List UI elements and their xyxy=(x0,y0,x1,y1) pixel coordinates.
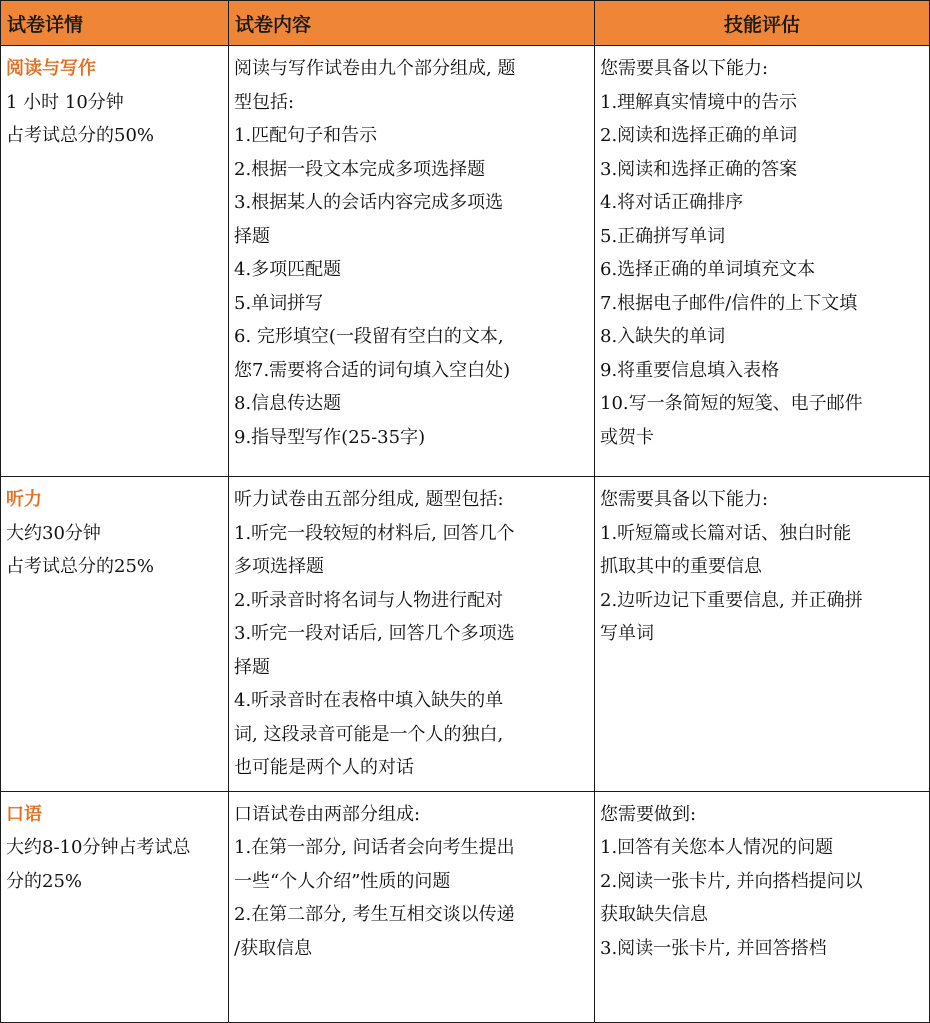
content-cell xyxy=(229,791,595,1022)
text-line: 也可能是两个人的对话 xyxy=(234,757,414,778)
text-line: 您7.需要将合适的词句填入空白处) xyxy=(234,359,511,381)
table-row-speaking xyxy=(1,791,930,1022)
header-exam-content: 试卷内容 xyxy=(229,1,595,46)
text-line: 1 小时 10分钟 xyxy=(6,91,124,113)
text-line: 1.在第一部分, 问话者会向考生提出 xyxy=(234,837,515,858)
text-line: 2.根据一段文本完成多项选择题 xyxy=(234,158,486,180)
text-line: 占考试总分的25% xyxy=(6,556,155,577)
content-cell xyxy=(229,46,595,477)
details-cell xyxy=(1,477,229,792)
table-row-listening xyxy=(1,477,930,792)
text-line: 5.单词拼写 xyxy=(234,292,324,314)
text-line: 2.阅读和选择正确的单词 xyxy=(600,125,798,146)
text-line: 5.正确拼写单词 xyxy=(600,225,726,247)
skills-cell xyxy=(595,791,930,1022)
text-line: 8.入缺失的单词 xyxy=(600,326,726,347)
text-line: 您需要具备以下能力: xyxy=(600,58,769,79)
text-line: 7.根据电子邮件/信件的上下文填 xyxy=(600,292,858,314)
section-title: 听力 xyxy=(6,489,42,510)
text-line: 10.写一条简短的短笺、电子邮件 xyxy=(600,393,863,414)
text-line: 您需要做到: xyxy=(600,803,697,825)
text-line: 听力试卷由五部分组成, 题型包括: xyxy=(234,489,504,510)
section-title: 阅读与写作 xyxy=(6,58,96,79)
text-line: 写单词 xyxy=(600,623,654,644)
text-line: 口语试卷由两部分组成: xyxy=(234,803,421,825)
text-line: 您需要具备以下能力: xyxy=(600,489,769,510)
text-line: 词, 这段录音可能是一个人的独白, xyxy=(234,723,504,745)
text-line: 2.边听边记下重要信息, 并正确拼 xyxy=(600,589,863,611)
text-line: 或贺卡 xyxy=(600,426,654,448)
header-exam-details: 试卷详情 xyxy=(1,1,229,46)
text-line: 4.将对话正确排序 xyxy=(600,192,744,213)
table-row-reading-writing xyxy=(1,46,930,477)
text-line: 分的25% xyxy=(6,870,83,892)
text-line: 大约30分钟 xyxy=(6,522,101,544)
text-line: 阅读与写作试卷由九个部分组成, 题 xyxy=(234,58,516,79)
skills-cell xyxy=(595,477,930,792)
header-skills-assessment: 技能评估 xyxy=(595,1,930,46)
text-line: 1.匹配句子和告示 xyxy=(234,125,378,146)
text-line: 3.阅读一张卡片, 并回答搭档 xyxy=(600,937,827,959)
text-line: 6.选择正确的单词填充文本 xyxy=(600,259,816,280)
text-line: 抓取其中的重要信息 xyxy=(600,556,762,577)
text-line: 3.阅读和选择正确的答案 xyxy=(600,158,798,180)
text-line: 1.听短篇或长篇对话、独白时能 xyxy=(600,522,852,544)
details-cell xyxy=(1,46,229,477)
text-line: 一些“个人介绍”性质的问题 xyxy=(234,870,451,892)
text-line: 2.听录音时将名词与人物进行配对 xyxy=(234,589,504,611)
text-line: 8.信息传达题 xyxy=(234,393,342,414)
text-line: 4.听录音时在表格中填入缺失的单 xyxy=(234,690,504,711)
section-title: 口语 xyxy=(6,803,42,825)
header-row xyxy=(1,1,930,46)
text-line: 型包括: xyxy=(234,91,295,113)
text-line: 占考试总分的50% xyxy=(6,125,155,146)
text-line: 3.根据某人的会话内容完成多项选 xyxy=(234,192,504,213)
text-line: 2.阅读一张卡片, 并向搭档提问以 xyxy=(600,870,863,892)
details-cell xyxy=(1,791,229,1022)
text-line: 1.理解真实情境中的告示 xyxy=(600,91,798,113)
text-line: 择题 xyxy=(234,656,270,678)
text-line: 择题 xyxy=(234,225,270,247)
text-line: 6. 完形填空(一段留有空白的文本, xyxy=(234,326,504,347)
text-line: 9.将重要信息填入表格 xyxy=(600,359,780,381)
text-line: 3.听完一段对话后, 回答几个多项选 xyxy=(234,623,515,644)
content-cell xyxy=(229,477,595,792)
text-line: 1.回答有关您本人情况的问题 xyxy=(600,837,834,858)
text-line: 多项选择题 xyxy=(234,556,324,577)
text-line: 9.指导型写作(25-35字) xyxy=(234,426,426,448)
skills-cell xyxy=(595,46,930,477)
text-line: 2.在第二部分, 考生互相交谈以传递 xyxy=(234,904,515,925)
text-line: 大约8-10分钟占考试总 xyxy=(6,837,191,858)
text-line: /获取信息 xyxy=(234,937,313,959)
text-line: 4.多项匹配题 xyxy=(234,259,342,280)
text-line: 获取缺失信息 xyxy=(600,904,708,925)
text-line: 1.听完一段较短的材料后, 回答几个 xyxy=(234,522,515,544)
